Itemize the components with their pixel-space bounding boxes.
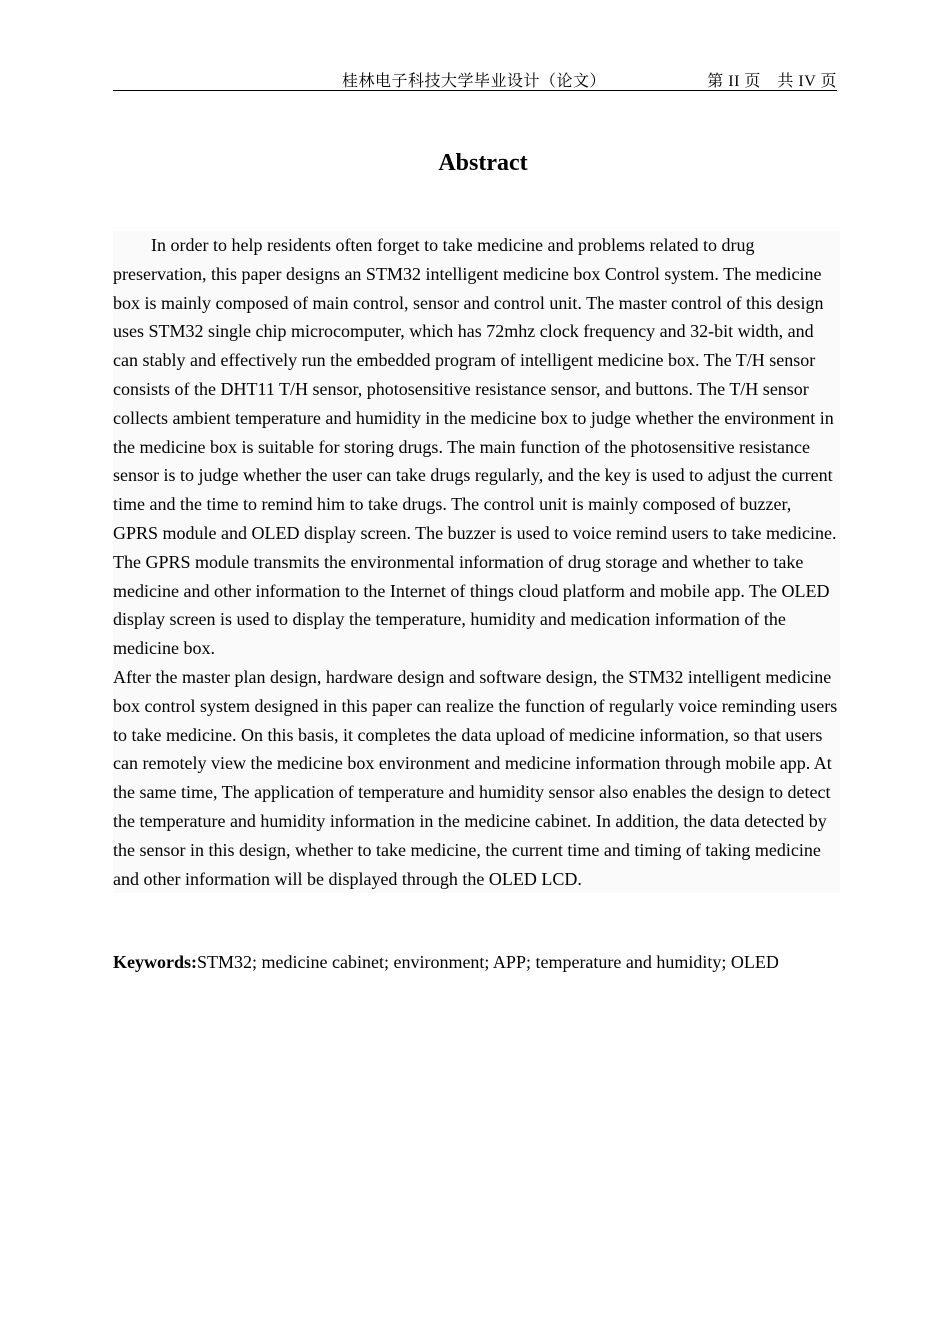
abstract-paragraph-1: In order to help residents often forget to take medicine and problems related to drug preservation, this paper designs an STM32 intelligent medicine box Control system. The medicine box is mainly composed of main control, sensor and control unit. The master control of this design uses STM32 single chip microcomputer, which has 72mhz clock frequency and 32-bit width, and can stably and effectively run the embedded program of intelligent medicine box. The T/H sensor consists of the DHT11 T/H sensor, photosensitive resistance sensor, and buttons. The T/H sensor collects ambient temperature and humidity in the medicine box to judge whether the environment in the medicine box is suitable for storing drugs. The main function of the photosensitive resistance sensor is to judge whether the user can take drugs regularly, and the key is used to adjust the current time and the time to remind him to take drugs. The control unit is mainly composed of buzzer, GPRS module and OLED display screen. The buzzer is used to voice remind users to take medicine. The GPRS module transmits the environmental information of drug storage and whether to take medicine and other information to the Internet of things cloud platform and mobile app. The OLED display screen is used to display the temperature, humidity and medication information of the medicine box.	[113, 235, 837, 659]
abstract-body	[113, 231, 840, 893]
page-header	[113, 68, 837, 91]
keywords-label: Keywords:	[113, 952, 197, 972]
keywords-line	[113, 949, 853, 975]
keywords-text: STM32; medicine cabinet; environment; APP; temperature and humidity; OLED	[197, 952, 779, 972]
header-page-number: 第 II 页 共 IV 页	[707, 73, 837, 90]
header-title: 桂林电子科技大学毕业设计（论文）	[342, 73, 607, 90]
abstract-title: Abstract	[438, 150, 528, 176]
abstract-paragraph-2: After the master plan design, hardware design and software design, the STM32 intelligent medicine box control system designed in this paper can realize the function of regularly voice reminding users to take medicine. On this basis, it completes the data upload of medicine information, so that users can remotely view the medicine box environment and medicine information through mobile app. At the same time, The application of temperature and humidity sensor also enables the design to detect the temperature and humidity information in the medicine cabinet. In addition, the data detected by the sensor in this design, whether to take medicine, the current time and timing of taking medicine and other information will be displayed through the OLED LCD.	[113, 666, 838, 889]
